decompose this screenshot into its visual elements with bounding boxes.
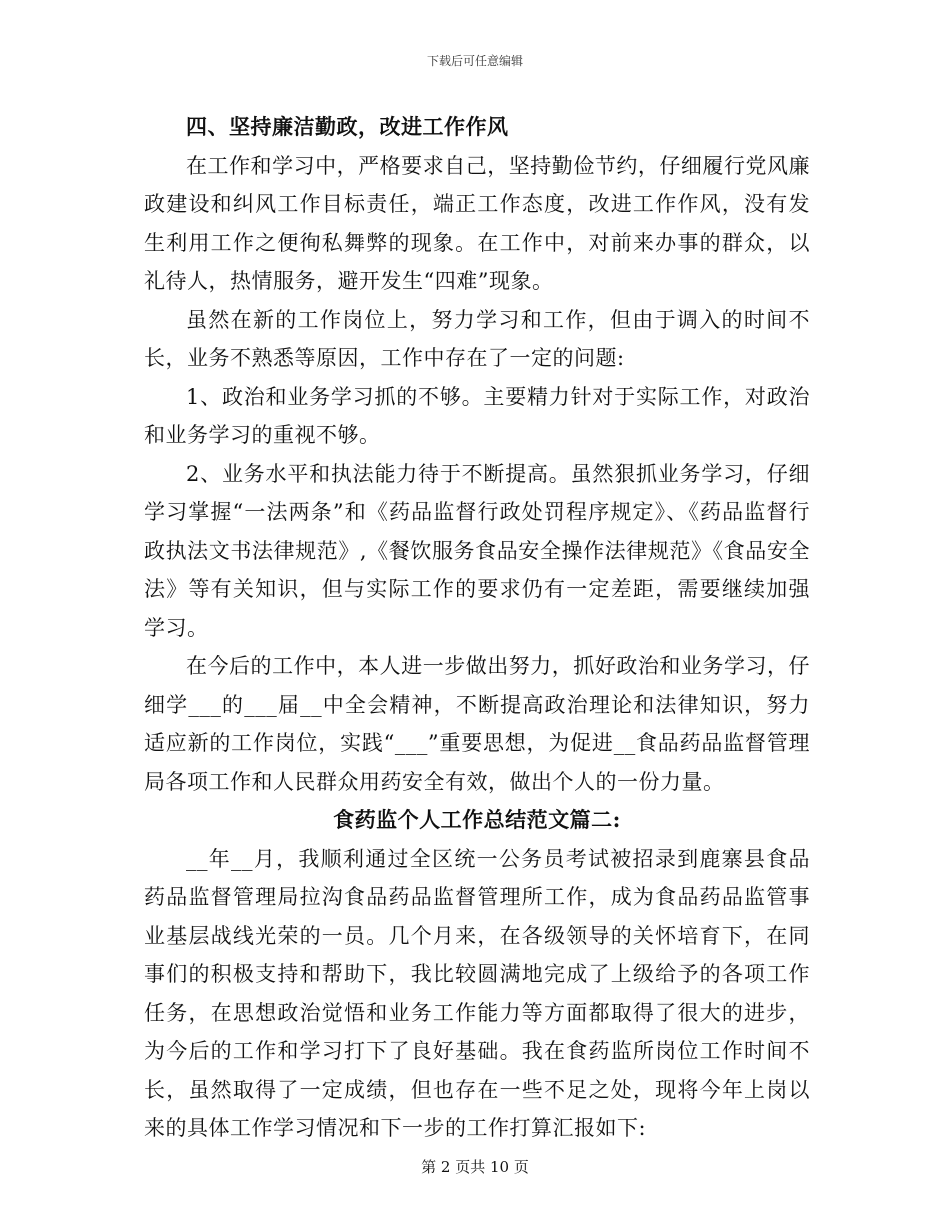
paragraph: 1、政治和业务学习抓的不够。主要精力针对于实际工作，对政治和业务学习的重视不够。 (144, 384, 810, 447)
paragraph: 2、业务水平和执法能力待于不断提高。虽然狠抓业务学习，仔细学习掌握“一法两条”和《药品监督行政处罚程序规定》、《药品监督行政执法文书法律规范》,《餐饮服务食品安全操作法律规范》《食品安全法》等有关知识，但与实际工作的要求仍有一定差距，需要继续加强学习。 (144, 461, 810, 640)
section-title: 食药监个人工作总结范文篇二: (333, 807, 621, 832)
page-footer: 第 2 页共 10 页 (421, 1158, 529, 1176)
document-body (144, 108, 810, 1148)
paragraph: 在工作和学习中，严格要求自己，坚持勤俭节约，仔细履行党风廉政建设和纠风工作目标责任，端正工作态度，改进工作作风，没有发生利用工作之便徇私舞弊的现象。在工作中，对前来办事的群众，以礼待人，热情服务，避开发生“四难”现象。 (144, 153, 810, 293)
page-header: 下载后可任意编辑 (426, 54, 523, 68)
paragraph: __年__月，我顺利通过全区统一公务员考试被招录到鹿寨县食品药品监督管理局拉沟食品药品监督管理所工作，成为食品药品监管事业基层战线光荣的一员。几个月来，在各级领导的关怀培育下，在同事们的积极支持和帮助下，我比较圆满地完成了上级给予的各项工作任务，在思想政治觉悟和业务工作能力等方面都取得了很大的进步，为今后的工作和学习打下了良好基础。我在食药监所岗位工作时间不长，虽然取得了一定成绩，但也存在一些不足之处，现将今年上岗以来的具体工作学习情况和下一步的工作打算汇报如下: (144, 846, 810, 1140)
section-heading: 四、坚持廉洁勤政，改进工作作风 (186, 114, 509, 139)
paragraph: 虽然在新的工作岗位上，努力学习和工作，但由于调入的时间不长，业务不熟悉等原因，工作中存在了一定的问题: (144, 307, 810, 370)
paragraph: 在今后的工作中，本人进一步做出努力，抓好政治和业务学习，仔细学___的___届__中全会精神，不断提高政治理论和法律知识，努力适应新的工作岗位，实践“___”重要思想，为促进__食品药品监督管理局各项工作和人民群众用药安全有效，做出个人的一份力量。 (144, 654, 810, 794)
